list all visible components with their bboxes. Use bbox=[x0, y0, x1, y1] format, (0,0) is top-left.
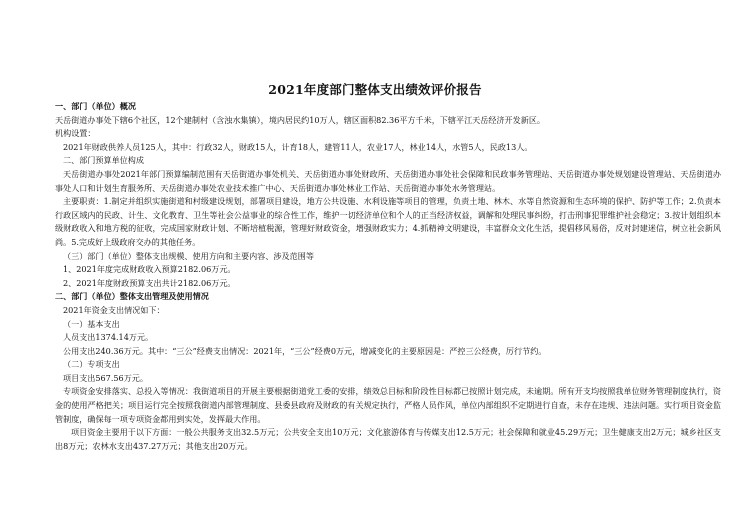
body-paragraph: 1、2021年度完成财政收入预算2182.06万元。 bbox=[63, 264, 236, 275]
body-paragraph: （二）专项支出 bbox=[63, 359, 120, 370]
body-paragraph: 天岳街道办事处下辖6个社区，12个建制村（含浊水集镇），境内居民约10万人，辖区面积82.36平方千米，下辖平江天岳经济开发新区。 bbox=[55, 114, 546, 125]
body-paragraph: 机构设置： bbox=[55, 128, 96, 139]
body-paragraph: 二、部门预算单位构成 bbox=[63, 155, 144, 166]
body-paragraph: 2、2021年度财政预算支出共计2182.06万元。 bbox=[63, 277, 236, 288]
body-paragraph: 项目资金主要用于以下方面：一般公共服务支出32.5万元；公共安全支出10万元；文化旅游体育与传媒支出12.5万元；社会保障和就业45.29万元；卫生健康支出2万元；城乡社区支出8万元；农林水支出437.27万元；其他支出20万元。 bbox=[55, 427, 721, 451]
body-paragraph: （三）部门（单位）整体支出规模、使用方向和主要内容、涉及范围等 bbox=[63, 250, 314, 261]
body-paragraph: 项目支出567.56万元。 bbox=[63, 372, 148, 383]
body-paragraph: （一）基本支出 bbox=[63, 318, 120, 329]
body-paragraph: 主要职责：1.制定并组织实施街道和村级建设规划，部署项目建设，地方公共设施、水利设施等项目的管理，负责土地、林木、水等自然资源和生态环境的保护、防护等工作；2.负责本行政区域内的民政、计生、文化教育、卫生等社会公益事业的综合性工作，维护一切经济单位和个人的正当经济权益，调解和处理民事纠纷，打击刑事犯罪维护社会稳定；3.按计划组织本级财政收入和地方税的征收，完成国家财政计划、不断培植税源，管理好财政资金，增强财政实力；4.抓精神文明建设，丰富群众文化生活，提倡移风易俗，反对封建迷信，树立社会新风尚。5.完成好上级政府交办的其他任务。 bbox=[55, 196, 721, 247]
document-title: 2021年度部门整体支出绩效评价报告 bbox=[268, 82, 482, 97]
body-paragraph: 公用支出240.36万元。其中：“三公”经费支出情况：2021年，“三公”经费0万元，增减变化的主要原因是：严控三公经费，厉行节约。 bbox=[63, 345, 547, 356]
body-paragraph: 人员支出1374.14万元。 bbox=[63, 332, 154, 343]
body-paragraph: 2021年资金支出情况如下： bbox=[63, 304, 165, 315]
section-heading: 一、部门（单位）概况 bbox=[55, 101, 136, 111]
body-paragraph: 专项资金安排落实、总投入等情况：我街道项目的开展主要根据街道党工委的安排，绩效总目标和阶段性目标都已按照计划完成，未逾期。所有开支均按照我单位财务管理制度执行，资金的使用严格把关；项目运行完全按照我街道内部管理制度、县委县政府及财政的有关规定执行，严格人员作风，单位内部组织不定期进行自查，未存在违规、违法问题。实行项目资金监管制度，确保每一项专项资金都用到实处，发挥最大作用。 bbox=[55, 386, 721, 424]
section-heading: 二、部门（单位）整体支出管理及使用情况 bbox=[55, 291, 209, 302]
body-paragraph: 2021年财政供养人员125人，其中：行政32人，财政15人，计育18人，建管11人，农业17人，林业14人，水管5人，民政13人。 bbox=[63, 141, 533, 152]
document-body bbox=[55, 100, 721, 453]
body-paragraph: 天岳街道办事处2021年部门预算编制范围有天岳街道办事处机关、天岳街道办事处财政所、天岳街道办事处社会保障和民政事务管理站、天岳街道办事处规划建设管理站、天岳街道办事处人口和计划生育服务所、天岳街道办事处农业技术推广中心、天岳街道办事处林业工作站、天岳街道办事处水务管理站。 bbox=[55, 168, 721, 193]
